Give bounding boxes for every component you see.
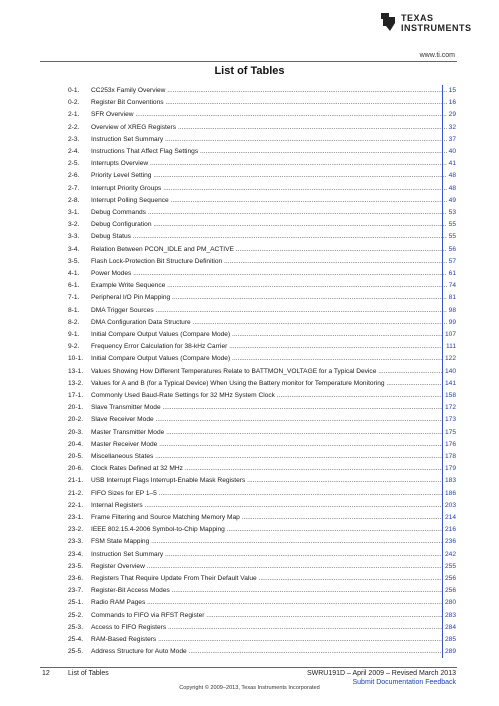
list-item[interactable] — [0, 207, 499, 219]
list-item[interactable] — [0, 256, 499, 268]
table-number: 25-2. — [68, 611, 84, 619]
table-title-link[interactable]: Debug Commands ..... — [91, 207, 454, 219]
table-number: 0-2. — [68, 99, 80, 107]
table-title-link[interactable]: Interrupt Polling Sequence ..... — [91, 195, 454, 207]
page-number-link[interactable]: 40 — [447, 146, 456, 158]
list-item[interactable] — [0, 488, 499, 500]
table-title-link[interactable]: Miscellaneous States ..... — [91, 451, 454, 463]
page-number-link[interactable]: 49 — [447, 195, 456, 207]
list-item[interactable] — [0, 195, 499, 207]
table-title-link[interactable]: Registers That Require Update From Their Default Value ..... — [91, 573, 454, 585]
list-item[interactable] — [0, 549, 499, 561]
page-number-link[interactable]: 284 — [443, 622, 456, 634]
page-number-link[interactable]: 81 — [447, 292, 456, 304]
page-number-link[interactable]: 55 — [447, 219, 456, 231]
page-number-link[interactable]: 53 — [447, 207, 456, 219]
table-number: 22-1. — [68, 501, 84, 509]
table-number: 25-5. — [68, 648, 84, 656]
table-number: 25-1. — [68, 599, 84, 607]
table-title-link[interactable]: Debug Status ..... — [91, 231, 454, 243]
list-item[interactable] — [0, 646, 499, 658]
table-number: 3-1. — [68, 209, 80, 216]
page-number-link[interactable]: 236 — [443, 536, 456, 548]
table-number: 9-1. — [68, 331, 80, 338]
footer-doc-id: SWRU191D – April 2009 – Revised March 2013 — [306, 670, 456, 677]
list-item[interactable] — [0, 597, 499, 609]
table-title-link[interactable]: Access to FIFO Registers ..... — [91, 622, 454, 634]
page-title: List of Tables — [214, 65, 285, 77]
page-number-link[interactable]: 203 — [443, 500, 456, 512]
footer-section: List of Tables — [68, 670, 109, 677]
table-number: 2-5. — [68, 160, 80, 168]
table-number: 8-1. — [68, 306, 80, 314]
table-number: 3-2. — [68, 221, 80, 229]
table-number: 4-1. — [68, 270, 80, 277]
table-number: 3-5. — [68, 257, 80, 265]
list-item[interactable] — [0, 451, 499, 463]
list-item[interactable] — [0, 427, 499, 439]
table-number: 25-4. — [68, 636, 84, 643]
site-url[interactable]: www.ti.com — [419, 52, 455, 59]
table-title-link[interactable]: Interrupts Overview ..... — [91, 158, 454, 170]
table-title-link[interactable]: Slave Transmitter Mode ..... — [91, 402, 454, 414]
page-number-link[interactable]: 141 — [443, 378, 456, 390]
page-number-link[interactable]: 256 — [443, 573, 456, 585]
table-number: 21-2. — [68, 489, 84, 497]
table-title-link[interactable]: IEEE 802.15.4-2006 Symbol-to-Chip Mapping ..... — [91, 524, 454, 536]
page-number-link[interactable]: 158 — [443, 390, 456, 402]
table-number: 20-4. — [68, 440, 84, 448]
table-title-link[interactable]: Commands to FIFO via RFST Register ..... — [91, 610, 454, 622]
table-title-link[interactable]: Master Transmitter Mode ..... — [91, 427, 454, 439]
table-number: 6-1. — [68, 282, 80, 290]
table-title-link[interactable]: Overview of XREG Registers ..... — [91, 122, 454, 134]
page-number-link[interactable]: 56 — [447, 244, 456, 256]
page-number-link[interactable]: 280 — [443, 597, 456, 609]
page-number-link[interactable]: 57 — [447, 256, 456, 268]
table-number: 23-3. — [68, 538, 84, 546]
list-item[interactable] — [0, 573, 499, 585]
table-title-link[interactable]: Debug Configuration ..... — [91, 219, 454, 231]
table-number: 23-1. — [68, 514, 84, 521]
table-number: 25-3. — [68, 623, 84, 631]
list-item[interactable] — [0, 353, 499, 365]
page-number-link[interactable]: 289 — [443, 646, 456, 658]
table-number: 21-1. — [68, 477, 84, 485]
table-title-link[interactable]: DMA Trigger Sources ..... — [91, 305, 454, 317]
list-item[interactable] — [0, 463, 499, 475]
table-title-link[interactable]: Flash Lock-Protection Bit Structure Definition ..... — [91, 256, 454, 268]
list-item[interactable] — [0, 512, 499, 524]
table-title-link[interactable]: DMA Configuration Data Structure ..... — [91, 317, 454, 329]
page-number-link[interactable]: 283 — [443, 610, 456, 622]
header-rule — [40, 61, 457, 62]
table-number: 3-4. — [68, 245, 80, 253]
page-number-link[interactable]: 99 — [447, 317, 456, 329]
table-number: 10-1. — [68, 355, 84, 363]
table-number: 20-6. — [68, 465, 84, 473]
table-number: 20-3. — [68, 428, 84, 436]
page-number-link[interactable]: 172 — [443, 402, 456, 414]
page-number-link[interactable]: 255 — [443, 561, 456, 573]
list-item[interactable] — [0, 439, 499, 451]
page-number-link[interactable]: 107 — [443, 329, 456, 341]
table-title-link[interactable]: Frequency Error Calculation for 38-kHz Carrier ..... — [91, 341, 454, 353]
list-item[interactable] — [0, 366, 499, 378]
list-item[interactable] — [0, 378, 499, 390]
page-number-link[interactable]: 122 — [443, 353, 456, 365]
list-item[interactable] — [0, 402, 499, 414]
list-item[interactable] — [0, 268, 499, 280]
list-item[interactable] — [0, 244, 499, 256]
list-item[interactable] — [0, 109, 499, 121]
list-item[interactable] — [0, 280, 499, 292]
table-title-link[interactable]: Priority Level Setting ..... — [91, 170, 454, 182]
page-number-link[interactable]: 61 — [447, 268, 456, 280]
table-title-link[interactable]: Power Modes ..... — [91, 268, 454, 280]
list-item[interactable] — [0, 134, 499, 146]
page-number-link[interactable]: 173 — [443, 414, 456, 426]
list-item[interactable] — [0, 219, 499, 231]
page-number-link[interactable]: 285 — [443, 634, 456, 646]
table-number: 0-1. — [68, 87, 80, 94]
table-number: 23-2. — [68, 526, 84, 534]
table-number: 13-1. — [68, 367, 84, 375]
page-number-link[interactable]: 178 — [443, 451, 456, 463]
list-item[interactable] — [0, 585, 499, 597]
page-number-link[interactable]: 15 — [447, 85, 456, 97]
table-title-link[interactable]: CC253x Family Overview ..... — [91, 85, 454, 97]
page-number-link[interactable]: 175 — [443, 427, 456, 439]
page-number-link[interactable]: 186 — [443, 488, 456, 500]
page-number-link[interactable]: 242 — [443, 549, 456, 561]
page-number-link[interactable]: 37 — [447, 134, 456, 146]
table-title-link[interactable]: USB Interrupt Flags Interrupt-Enable Mask Registers ..... — [91, 475, 454, 487]
page-number-link[interactable]: 256 — [443, 585, 456, 597]
page-number-link[interactable]: 41 — [447, 158, 456, 170]
table-title-link[interactable]: SFR Overview ..... — [91, 109, 454, 121]
table-title-link[interactable]: Slave Receiver Mode ..... — [91, 414, 454, 426]
submit-feedback-link[interactable]: Submit Documentation Feedback — [352, 679, 456, 686]
table-number: 9-2. — [68, 343, 80, 351]
table-title-link[interactable]: Commonly Used Baud-Rate Settings for 32 MHz System Clock ..... — [91, 390, 454, 402]
table-number: 20-2. — [68, 416, 84, 424]
table-number: 23-7. — [68, 587, 84, 595]
list-item[interactable] — [0, 622, 499, 634]
table-number: 2-7. — [68, 184, 80, 192]
table-title-link[interactable]: Example Write Sequence ..... — [91, 280, 454, 292]
table-title-link[interactable]: Register Bit Conventions ..... — [91, 97, 454, 109]
footer-page-number: 12 — [42, 670, 50, 677]
page-number-link[interactable]: 98 — [447, 305, 456, 317]
list-item[interactable] — [0, 329, 499, 341]
page-number-link[interactable]: 183 — [443, 475, 456, 487]
list-item[interactable] — [0, 414, 499, 426]
table-title-link[interactable]: RAM-Based Registers ..... — [91, 634, 454, 646]
page-number-link[interactable]: 179 — [443, 463, 456, 475]
list-item[interactable] — [0, 183, 499, 195]
table-title-link[interactable]: Peripheral I/O Pin Mapping ..... — [91, 292, 454, 304]
table-title-link[interactable]: Address Structure for Auto Mode ..... — [91, 646, 454, 658]
page-number-link[interactable]: 55 — [447, 231, 456, 243]
table-number: 20-5. — [68, 453, 84, 460]
table-title-link[interactable]: Values for A and B (for a Typical Device) When Using the Battery monitor for Temperature Monitoring ..... — [91, 378, 454, 390]
table-title-link[interactable]: FSM State Mapping ..... — [91, 536, 454, 548]
table-title-link[interactable]: Master Receiver Mode ..... — [91, 439, 454, 451]
list-item[interactable] — [0, 500, 499, 512]
page-number-link[interactable]: 16 — [447, 97, 456, 109]
table-number: 2-8. — [68, 196, 80, 204]
table-title-link[interactable]: Initial Compare Output Values (Compare Mode) ..... — [91, 329, 454, 341]
table-title-link[interactable]: Internal Registers ..... — [91, 500, 454, 512]
table-title-link[interactable]: Interrupt Priority Groups ..... — [91, 183, 454, 195]
list-item[interactable] — [0, 390, 499, 402]
page-number-link[interactable]: 140 — [443, 366, 456, 378]
logo-text-instruments: INSTRUMENTS — [401, 23, 472, 33]
list-item[interactable] — [0, 97, 499, 109]
table-number: 17-1. — [68, 392, 84, 399]
table-title-link[interactable]: Instruction Set Summary ..... — [91, 549, 454, 561]
page-number-link[interactable]: 48 — [447, 170, 456, 182]
page-number-link[interactable]: 216 — [443, 524, 456, 536]
list-item[interactable] — [0, 317, 499, 329]
table-number: 23-6. — [68, 575, 84, 582]
table-number: 2-2. — [68, 123, 80, 131]
page-number-link[interactable]: 111 — [444, 341, 456, 353]
list-item[interactable] — [0, 561, 499, 573]
table-title-link[interactable]: Clock Rates Defined at 32 MHz ..... — [91, 463, 454, 475]
table-title-link[interactable]: Relation Between PCON_IDLE and PM_ACTIVE ..... — [91, 244, 454, 256]
table-title-link[interactable]: Radio RAM Pages ..... — [91, 597, 454, 609]
footer-rule — [40, 667, 457, 668]
list-item[interactable] — [0, 146, 499, 158]
list-item[interactable] — [0, 85, 499, 97]
table-title-link[interactable]: Register Overview ..... — [91, 561, 454, 573]
ti-logo-icon — [379, 11, 397, 33]
link-margin-bar — [442, 85, 443, 658]
table-number: 13-2. — [68, 379, 84, 387]
table-title-link[interactable]: Register-Bit Access Modes ..... — [91, 585, 454, 597]
table-title-link[interactable]: Initial Compare Output Values (Compare Mode) ..... — [91, 353, 454, 365]
page-number-link[interactable]: 29 — [447, 109, 456, 121]
table-number: 23-5. — [68, 562, 84, 570]
list-item[interactable] — [0, 305, 499, 317]
table-title-link[interactable]: Frame Filtering and Source Matching Memory Map ..... — [91, 512, 454, 524]
table-number: 8-2. — [68, 318, 80, 326]
list-item[interactable] — [0, 170, 499, 182]
list-item[interactable] — [0, 524, 499, 536]
table-number: 20-1. — [68, 404, 84, 412]
table-number: 3-3. — [68, 233, 80, 241]
ti-logo — [379, 10, 472, 36]
page-number-link[interactable]: 214 — [443, 512, 456, 524]
page-number-link[interactable]: 32 — [447, 122, 456, 134]
table-title-link[interactable]: FIFO Sizes for EP 1–5 ..... — [91, 488, 454, 500]
logo-text-texas: TEXAS — [401, 13, 434, 23]
list-item[interactable] — [0, 158, 499, 170]
copyright: Copyright © 2009–2013, Texas Instruments Incorporated — [179, 685, 320, 691]
table-number: 2-4. — [68, 148, 80, 155]
table-number: 23-4. — [68, 550, 84, 558]
list-item[interactable] — [0, 610, 499, 622]
list-item[interactable] — [0, 475, 499, 487]
list-item[interactable] — [0, 231, 499, 243]
list-item[interactable] — [0, 634, 499, 646]
page-number-link[interactable]: 48 — [447, 183, 456, 195]
list-item[interactable] — [0, 341, 499, 353]
list-item[interactable] — [0, 292, 499, 304]
page-number-link[interactable]: 176 — [443, 439, 456, 451]
table-title-link[interactable]: Values Showing How Different Temperatures Relate to BATTMON_VOLTAGE for a Typical Device ..... — [91, 366, 454, 378]
list-item[interactable] — [0, 122, 499, 134]
table-number: 2-1. — [68, 111, 80, 119]
table-number: 7-1. — [68, 294, 80, 302]
page-number-link[interactable]: 74 — [447, 280, 456, 292]
table-title-link[interactable]: Instructions That Affect Flag Settings ..... — [91, 146, 454, 158]
table-number: 2-6. — [68, 172, 80, 180]
table-title-link[interactable]: Instruction Set Summary ..... — [91, 134, 454, 146]
list-item[interactable] — [0, 536, 499, 548]
table-number: 2-3. — [68, 135, 80, 143]
